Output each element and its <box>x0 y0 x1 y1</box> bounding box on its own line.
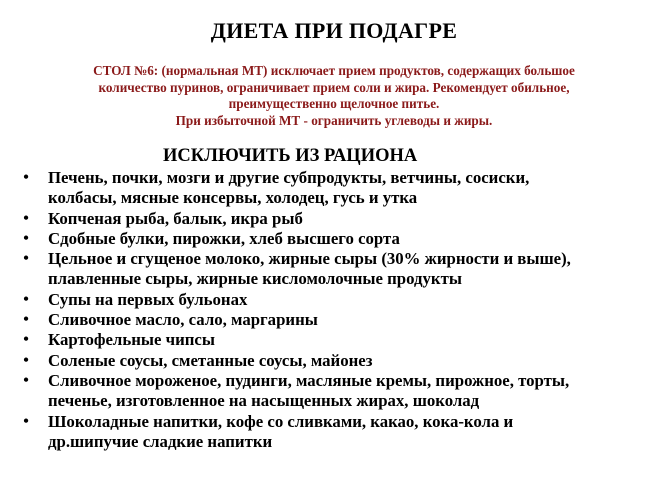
list-item-text: колбасы, мясные консервы, холодец, гусь и утка <box>48 188 418 208</box>
list-item <box>18 412 658 453</box>
note-line: При избыточной МТ - ограничить углеводы и жиры. <box>175 112 493 128</box>
list-item <box>18 229 658 249</box>
bullet-icon: • <box>23 290 29 308</box>
bullet-icon: • <box>23 209 29 227</box>
list-item-text: Печень, почки, мозги и другие субпродукты, ветчины, сосиски, <box>48 168 530 187</box>
list-item-text: Шоколадные напитки, кофе со сливками, какао, кока-кола и <box>48 411 514 431</box>
excluded-foods-list <box>18 168 658 452</box>
list-item-text: др.шипучие сладкие напитки <box>48 431 273 451</box>
diet-note <box>30 63 638 129</box>
list-item-text: плавленные сыры, жирные кисломолочные продукты <box>48 269 462 289</box>
bullet-icon: • <box>23 331 29 349</box>
bullet-icon: • <box>23 250 29 268</box>
bullet-icon: • <box>23 169 29 186</box>
list-item-text: Супы на первых бульонах <box>48 289 248 309</box>
bullet-icon: • <box>23 311 29 329</box>
list-item-text: Сдобные булки, пирожки, хлеб высшего сорта <box>48 228 400 248</box>
list-item-text: Соленые соусы, сметанные соусы, майонез <box>48 350 373 370</box>
list-item-text: Сливочное мороженое, пудинги, масляные кремы, пирожное, торты, <box>48 370 570 390</box>
list-item <box>18 209 658 229</box>
bullet-icon: • <box>23 412 29 430</box>
list-item-text: Копченая рыба, балык, икра рыб <box>48 208 303 228</box>
list-item-text: Сливочное масло, сало, маргарины <box>48 310 318 330</box>
list-item <box>18 310 658 330</box>
list-item <box>18 371 658 412</box>
page-title: ДИЕТА ПРИ ПОДАГРЕ <box>210 18 458 43</box>
list-item <box>18 168 658 209</box>
list-item-text: печенье, изготовленное на насыщенных жирах, шоколад <box>48 391 480 411</box>
list-item <box>18 351 658 371</box>
bullet-icon: • <box>23 229 29 247</box>
note-line: количество пуринов, ограничивает прием соли и жира. Рекомендует обильное, <box>98 79 570 95</box>
list-item <box>18 249 658 290</box>
note-line: преимущественно щелочное питье. <box>228 96 440 111</box>
bullet-icon: • <box>23 371 29 389</box>
list-item <box>18 290 658 310</box>
note-line: СТОЛ №6: (нормальная МТ) исключает прием продуктов, содержащих большое <box>93 63 575 78</box>
list-item-text: Цельное и сгущеное молоко, жирные сыры (30% жирности и выше), <box>48 249 571 269</box>
section-title: ИСКЛЮЧИТЬ ИЗ РАЦИОНА <box>163 146 418 166</box>
list-item <box>18 330 658 350</box>
bullet-icon: • <box>23 351 29 369</box>
list-item-text: Картофельные чипсы <box>48 330 215 350</box>
